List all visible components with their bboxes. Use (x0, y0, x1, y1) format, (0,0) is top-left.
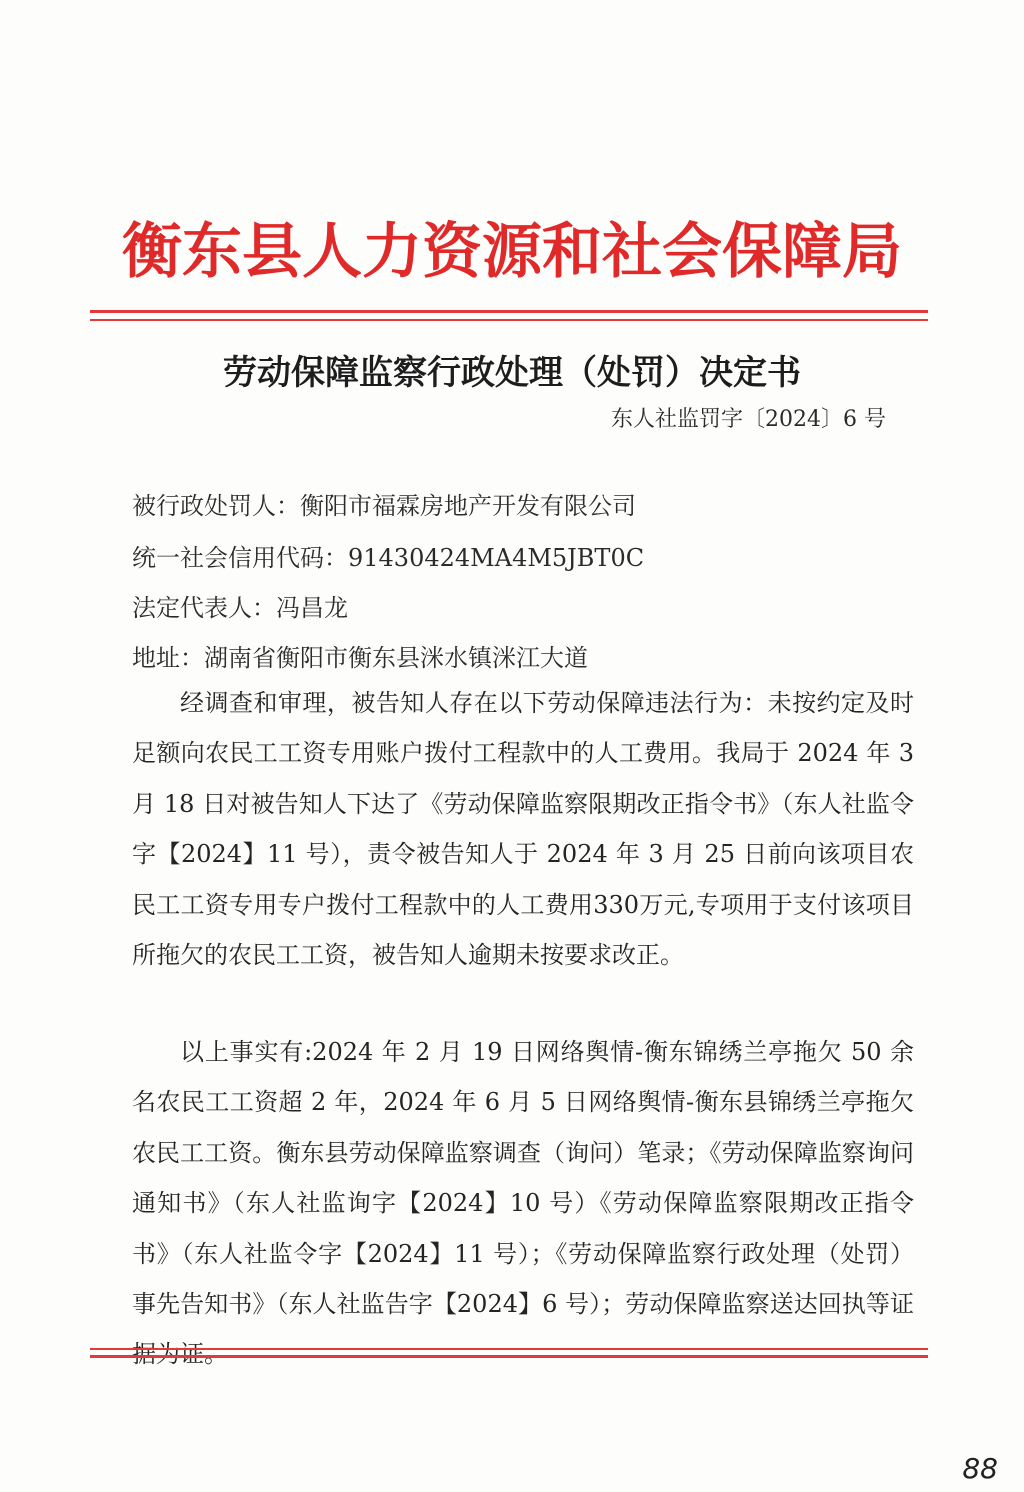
address-value: 湖南省衡阳市衡东县洣水镇洣江大道 (204, 644, 588, 672)
credit-code-line (132, 538, 644, 578)
respondent-label: 被行政处罚人： (132, 492, 300, 520)
page-number: 88 (962, 1452, 998, 1485)
agency-letterhead-title: 衡东县人力资源和社会保障局 (122, 217, 902, 287)
legal-rep-line (132, 588, 348, 628)
document-number: 东人社监罚字〔2024〕6 号 (611, 407, 886, 432)
credit-code-label: 统一社会信用代码： (132, 544, 348, 572)
address-label: 地址： (132, 644, 204, 672)
letterhead-divider-thin (90, 319, 928, 321)
body-paragraph-violation: 经调查和审理，被告知人存在以下劳动保障违法行为：未按约定及时足额向农民工工资专用账户拨付工程款中的人工费用。我局于 2024 年 3 月 18 日对被告知人下达了《劳动保障监察限期改正指令书》（东人社监令字【2024】11 号），责令被告知人于 2024 年 3 月 25 日前向该项目农民工工资专用专户拨付工程款中的人工费用330万元,专项用于支付该项目所拖欠的农民工工资，被告知人逾期未按要求改正。 (132, 689, 914, 970)
footer-divider-thin (90, 1348, 928, 1350)
address-line (132, 638, 588, 678)
document-title: 劳动保障监察行政处理（处罚）决定书 (223, 353, 801, 393)
body-paragraph-evidence: 以上事实有:2024 年 2 月 19 日网络舆情-衡东锦绣兰亭拖欠 50 余名农民工工资超 2 年，2024 年 6 月 5 日网络舆情-衡东县锦绣兰亭拖欠农民工工资。衡东县劳动保障监察调查（询问）笔录；《劳动保障监察询问通知书》（东人社监询字【2024】10 号）《劳动保障监察限期改正指令书》（东人社监令字【2024】11 号）；《劳动保障监察行政处理（处罚）事先告知书》（东人社监告字【2024】6 号）；劳动保障监察送达回执等证 (132, 1038, 914, 1319)
respondent-value: 衡阳市福霖房地产开发有限公司 (300, 492, 636, 520)
letterhead-divider-thick (90, 310, 928, 313)
legal-rep-value: 冯昌龙 (276, 594, 348, 622)
legal-rep-label: 法定代表人： (132, 594, 276, 622)
credit-code-value: 91430424MA4M5JBT0C (348, 544, 645, 572)
footer-divider-thick (90, 1355, 928, 1358)
respondent-line (132, 486, 636, 526)
